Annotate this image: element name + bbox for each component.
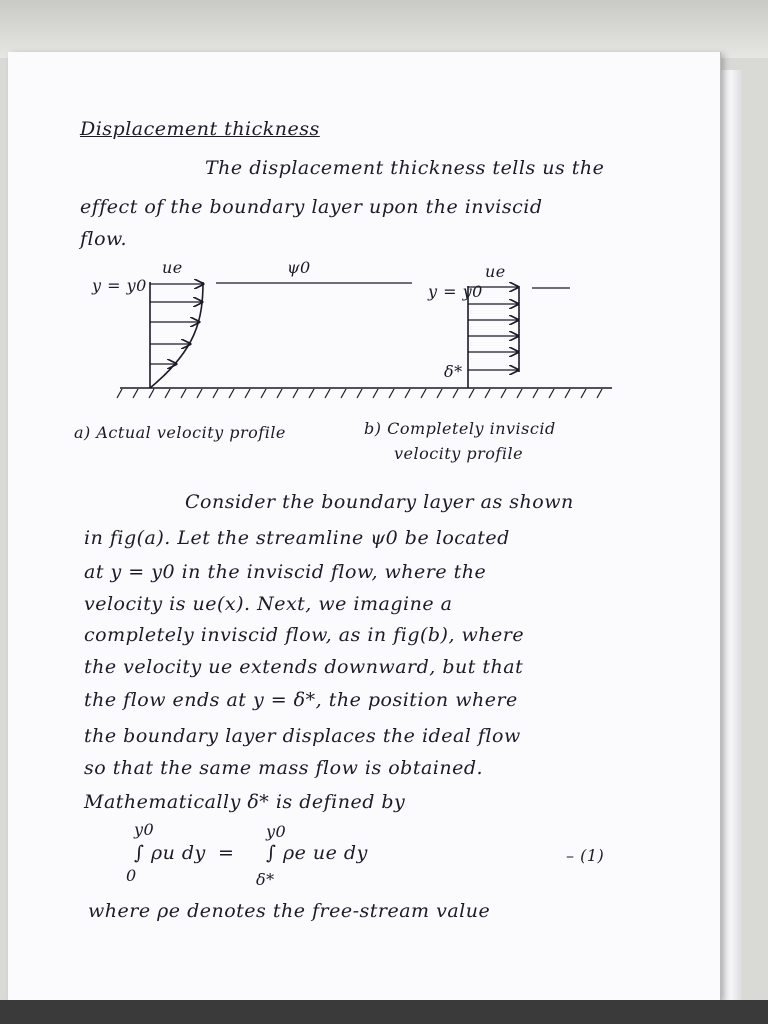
scanner-background-bottom <box>0 1000 768 1024</box>
eq-upper-limit-left: y0 <box>134 820 155 839</box>
body-line-2: in fig(a). Let the streamline ψ0 be located <box>84 527 510 549</box>
caption-b-line2: velocity profile <box>394 444 524 463</box>
section-heading: Displacement thickness <box>80 118 320 140</box>
body-line-4: velocity is ue(x). Next, we imagine a <box>84 593 453 615</box>
body-line-8: the boundary layer displaces the ideal flow <box>84 725 521 747</box>
body-line-7: the flow ends at y = δ*, the position where <box>84 689 518 711</box>
label-ue-left: ue <box>162 258 183 277</box>
intro-line-3: flow. <box>80 228 128 250</box>
label-y-right: y = y0 <box>428 282 483 301</box>
profile-a-curve <box>150 282 203 388</box>
eq-lower-limit-right: δ* <box>256 870 275 889</box>
body-line-1: Consider the boundary layer as shown <box>185 491 574 513</box>
eq-lower-limit-left: 0 <box>126 866 137 885</box>
caption-b-line1: b) Completely inviscid <box>364 419 556 438</box>
caption-a: a) Actual velocity profile <box>74 423 286 442</box>
label-psi0: ψ0 <box>287 258 311 277</box>
eq-upper-limit-right: y0 <box>266 822 287 841</box>
body-line-9: so that the same mass flow is obtained. <box>84 757 484 779</box>
eq-integrand-right: ∫ ρe ue dy <box>266 842 368 864</box>
eq-number: – (1) <box>566 846 605 865</box>
intro-line-2: effect of the boundary layer upon the inviscid <box>80 196 543 218</box>
label-delta-star: δ* <box>444 362 463 381</box>
eq-equals: = <box>218 842 235 864</box>
profile-a-arrows <box>150 284 203 364</box>
label-y-left: y = y0 <box>92 276 147 295</box>
label-ue-right: ue <box>485 262 506 281</box>
body-line-10: Mathematically δ* is defined by <box>84 791 406 813</box>
body-line-6: the velocity ue extends downward, but that <box>84 656 524 678</box>
eq-integrand-left: ∫ ρu dy <box>134 842 206 864</box>
body-line-3: at y = y0 in the inviscid flow, where the <box>84 561 487 583</box>
wall-hatching <box>117 389 602 398</box>
intro-line-1: The displacement thickness tells us the <box>205 157 605 179</box>
last-line: where ρe denotes the free-stream value <box>88 900 491 922</box>
body-line-5: completely inviscid flow, as in fig(b), where <box>84 624 525 646</box>
